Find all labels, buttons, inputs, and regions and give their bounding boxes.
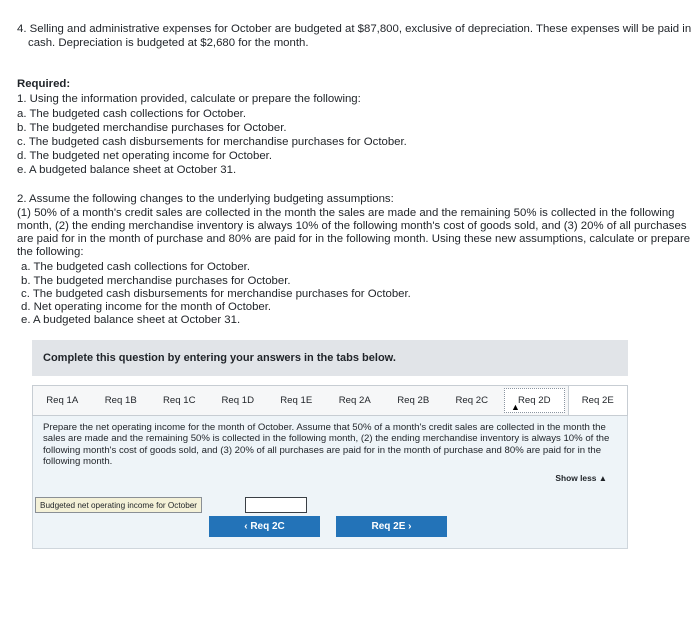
- req-2d-panel: [32, 416, 628, 549]
- next-req-2e-button[interactable]: Req 2E ›: [336, 516, 447, 537]
- tab-req-1e[interactable]: Req 1E: [280, 395, 313, 406]
- mouse-cursor-icon: ▲: [511, 402, 520, 412]
- question-2-line-5: the following:: [17, 246, 84, 258]
- tab-req-2d[interactable]: [504, 388, 565, 413]
- tab-req-2e[interactable]: Req 2E: [568, 386, 628, 415]
- q1-item-c: c. The budgeted cash disbursements for merchandise purchases for October.: [17, 136, 407, 148]
- q2-item-c: c. The budgeted cash disbursements for merchandise purchases for October.: [21, 288, 411, 300]
- tab-bar: [32, 385, 628, 416]
- prompt-text: Prepare the net operating income for the month of October. Assume that 50% of a month's credit sales are collected in the month the sales are made and the remaining 50% is collected in the following month, (2) the ending merchandise inventory is always 10% of the following month's cost of goods sold, and (3) 20% of all purchases are paid for in the month of purchase and 80% are paid for in the following month.: [43, 422, 610, 467]
- intro-line-2: cash. Depreciation is budgeted at $2,680 for the month.: [28, 37, 309, 49]
- tab-req-2d-label: Req 2D: [517, 395, 551, 406]
- answer-label: Budgeted net operating income for October: [35, 497, 202, 513]
- tab-req-1c[interactable]: Req 1C: [162, 395, 196, 406]
- question-2-line-3: month, (2) the ending merchandise inventory is always 10% of the following month's cost of goods sold, and (3) 20% of all purchases: [17, 220, 687, 232]
- q1-item-a: a. The budgeted cash collections for October.: [17, 108, 247, 120]
- instruction-text: Complete this question by entering your answers in the tabs below.: [43, 352, 396, 364]
- q2-item-d: d. Net operating income for the month of October.: [21, 301, 272, 313]
- q2-item-b: b. The budgeted merchandise purchases for October.: [21, 275, 291, 287]
- question-2-line-1: 2. Assume the following changes to the underlying budgeting assumptions:: [17, 193, 394, 205]
- tab-req-2a[interactable]: Req 2A: [338, 395, 371, 406]
- tab-req-1b[interactable]: Req 1B: [104, 395, 137, 406]
- instruction-box: [32, 340, 628, 376]
- q1-item-b: b. The budgeted merchandise purchases for October.: [17, 122, 287, 134]
- net-operating-income-input[interactable]: [245, 497, 307, 513]
- tab-req-2b[interactable]: Req 2B: [397, 395, 430, 406]
- tab-req-1a[interactable]: Req 1A: [46, 395, 79, 406]
- prev-req-2c-button[interactable]: ‹ Req 2C: [209, 516, 320, 537]
- question-2-line-2: (1) 50% of a month's credit sales are collected in the month the sales are made and the remaining 50% is collected in the following: [17, 207, 675, 219]
- required-heading: Required:: [17, 78, 71, 90]
- q1-item-e: e. A budgeted balance sheet at October 31.: [17, 164, 237, 176]
- q2-item-e: e. A budgeted balance sheet at October 31.: [21, 314, 241, 326]
- show-less-link[interactable]: Show less ▲: [555, 473, 607, 483]
- q2-item-a: a. The budgeted cash collections for October.: [21, 261, 251, 273]
- tab-req-2c[interactable]: Req 2C: [455, 395, 489, 406]
- intro-line-1: 4. Selling and administrative expenses for October are budgeted at $87,800, exclusive of depreciation. These expenses will be paid in: [17, 23, 692, 35]
- question-1: 1. Using the information provided, calculate or prepare the following:: [17, 93, 361, 105]
- q1-item-d: d. The budgeted net operating income for October.: [17, 150, 272, 162]
- question-2-line-4: are paid for in the month of purchase and 80% are paid for in the following month. Using these new assumptions, calculate or prepare: [17, 233, 691, 245]
- tab-req-1d[interactable]: Req 1D: [221, 395, 255, 406]
